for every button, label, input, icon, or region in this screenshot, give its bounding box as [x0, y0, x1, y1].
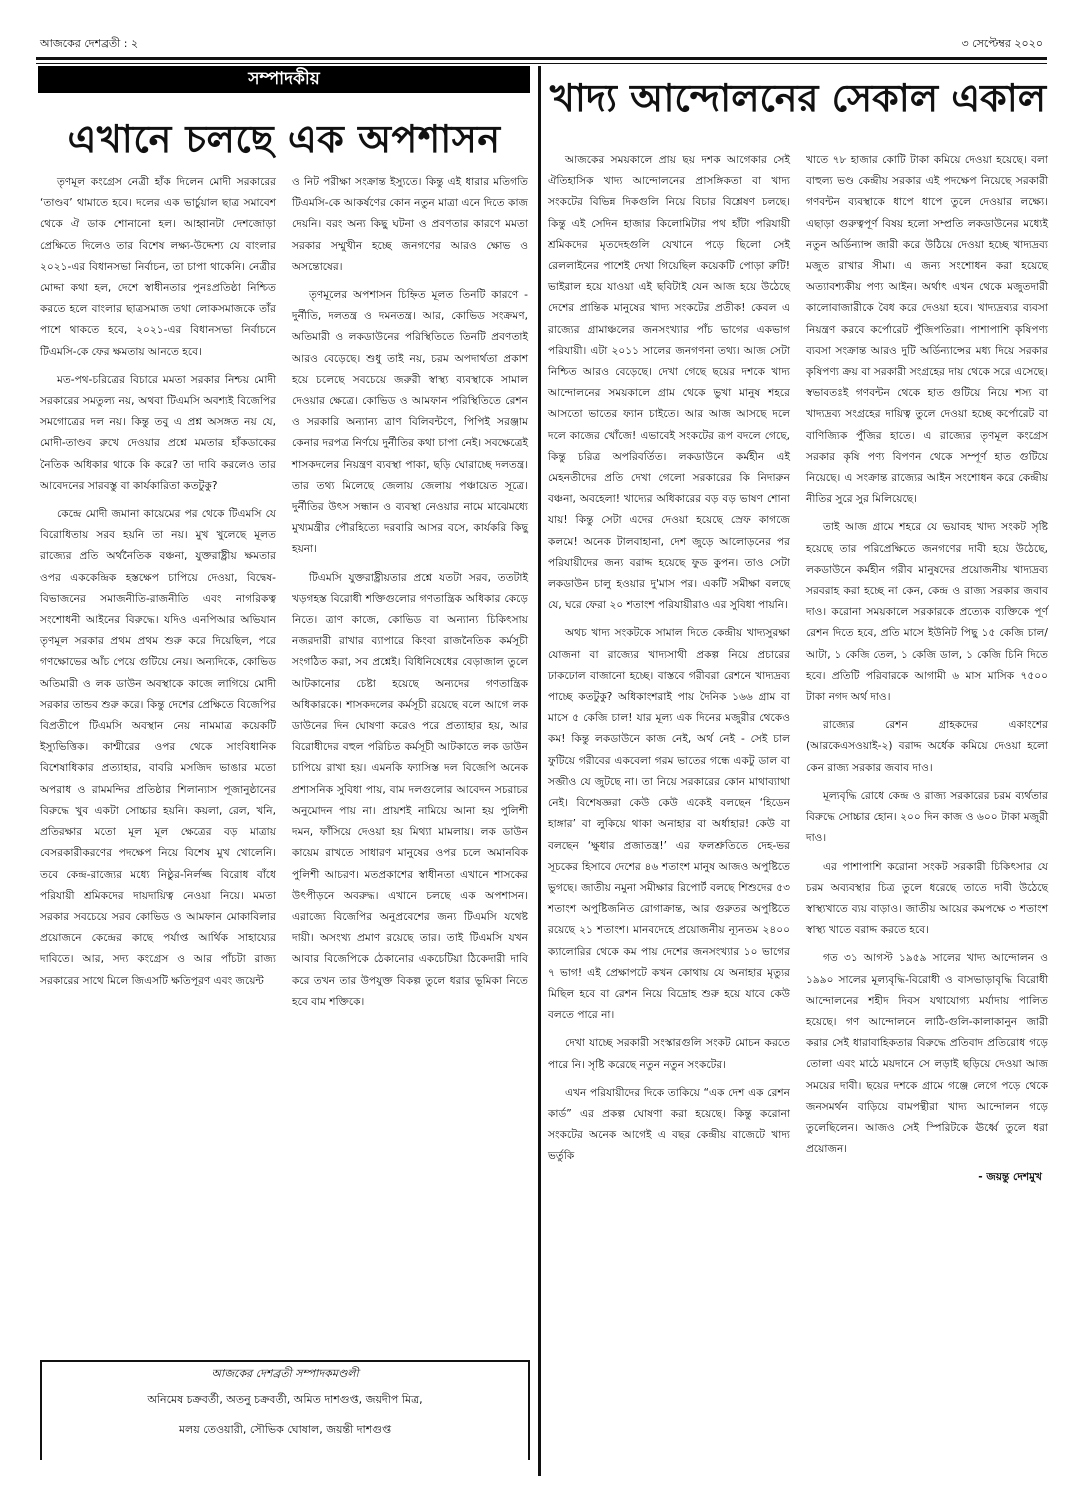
running-head — [40, 36, 1043, 52]
paragraph: দেখা যাচ্ছে সরকারী সংস্কারগুলি সংকট মোচন করতে পারে নি। সৃষ্টি করেছে নতুন নতুন সংকটের। — [548, 1037, 790, 1071]
paragraph: গত ৩১ আগস্ট ১৯৫৯ সালের খাদ্য আন্দোলন ও ১৯৯০ সালের মূল্যবৃদ্ধি-বিরোধী ও বাসভাড়াবৃদ্ধি বিরোধী আন্দোলনের শহীদ দিবস যথাযোগ্য মর্যাদায় পালিত হয়েছে। গণ আন্দোলনে লাঠি-গুলি-কালাকানুন জারী করার সেই ধারাবাহিকতার বিরুদ্ধে প্রতিবাদ প্রতিরোধ গড়ে তোলা এবং মাঠে ময়দানে সে লড়াই ছড়িয়ে দেওয়া আজ সময়ের দাবী। ছয়ের দশকে গ্রামে গঞ্জে লেগে পড়ে থেকে জনসমর্থন বাড়িয়ে বামপন্থীরা খাদ্য আন্দোলন গড়ে তুলেছিলেন। আজও সেই স্পিরিটকে ঊর্ধ্বে তুলে ধরা প্রয়োজন। — [806, 952, 1048, 1156]
paragraph: খাতে ৭৮ হাজার কোটি টাকা কমিয়ে দেওয়া হয়েছে। বলা বাহুল্য ভণ্ড কেন্দ্রীয় সরকার এই পদক্ষেপ নিয়েছে সরকারী গণবন্টন ব্যবস্থাকে ধাপে ধাপে তুলে দেওয়ার লক্ষ্যে। এছাড়া গুরুত্বপূর্ণ বিষয় হলো সম্প্রতি লকডাউনের মধ্যেই নতুন অর্ডিন্যান্স জারী করে উঠিয়ে দেওয়া হচ্ছে খাদ্যদ্রব্য মজুত রাখার সীমা। এ জন্য সংশোধন করা হয়েছে অত্যাবশ্যকীয় পণ্য আইন। অর্থাৎ এখন থেকে মজুতদারী কালোবাজারীকে বৈধ করে দেওয়া হবে। খাদ্যদ্রব্যর ব্যবসা নিয়ন্ত্রণ করবে কর্পোরেট পুঁজিপতিরা। পাশাপাশি কৃষিপণ্য ব্যবসা সংক্রান্ত আরও দুটি অর্ডিন্যান্সের মধ্য দিয়ে সরকার কৃষিপণ্য ক্রয় বা সরকারী সংগ্রহের দায় থেকে সরে এসেছে। স্বভাবতঃই গণবন্টন থেকে হাত গুটিয়ে নিয়ে শস্য বা খাদ্যদ্রব্য সংগ্রহের দায়িত্ব তুলে দেওয়া হচ্ছে কর্পোরেট বা বাণিজ্যিক পুঁজির হাতে। এ রাজ্যের তৃণমূল কংগ্রেস সরকার কৃষি পণ্য বিপণন থেকে সম্পূর্ণ হাত গুটিয়ে নিয়েছে। এ সংক্রান্ত রাজ্যের আইন সংশোধন করে কেন্দ্রীয় নীতির সুরে সুর মিলিয়েছে। — [806, 154, 1048, 506]
paragraph: রাজ্যের রেশন গ্রাহকদের একাংশের (আরকেএসওয়াই-২) বরাদ্দ অর্ধেক কমিয়ে দেওয়া হলো কেন রাজ্য সরকার জবাব দাও। — [806, 719, 1048, 774]
section-divider — [538, 66, 541, 1476]
paragraph: তৃণমূলের অপশাসন চিহ্নিত মূলত তিনটি কারণে - দুর্নীতি, দলতন্ত্র ও দমনতন্ত্র। আর, কোভিড সংক্রমণ, অতিমারী ও লকডাউনের পরিস্থিতিতে তিনটি প্রবণতাই আরও বেড়েছে। শুধু তাই নয়, চরম অপদার্থতা প্রকাশ হয়ে চলেছে সবচেয়ে জরুরী স্বাস্থ্য ব্যবস্থাকে সামাল দেওয়ার ক্ষেত্রে। কোভিড ও আমফান পরিস্থিতিতে রেশন ও সরকারি অন্যান্য ত্রাণ বিলিবন্টণে, পিপিই সরঞ্জাম কেনার দরপত্র নির্ণয়ে দুর্নীতির কথা চাপা নেই। সবক্ষেত্রেই শাসকদলের নিয়ন্ত্রণ ব্যবস্থা পাকা, ছড়ি ঘোরাচ্ছে দলতন্ত্র। তার তথ্য মিলেছে জেলায় জেলায় পঞ্চায়েত সূত্রে। দুর্নীতির উৎস সন্ধান ও ব্যবস্থা নেওয়ার নামে মাঝেমধ্যে মুখ্যমন্ত্রীর পৌরহিত্যে দরবারি আসর বসে, কার্যকরি কিছু হয়না। — [292, 289, 528, 556]
article-column-1 — [548, 150, 790, 1189]
paragraph: কেন্দ্রে মোদী জমানা কায়েমের পর থেকে টিএমসি যে বিরোধিতায় সরব হয়নি তা নয়। মুখ খুলেছে মূলত রাজ্যের প্রতি অর্থনৈতিক বঞ্চনা, যুক্তরাষ্ট্রীয় ক্ষমতার ওপর এককেন্দ্রিক হস্তক্ষেপ চাপিয়ে দেওয়া, বিদ্বেষ-বিভাজনের সমাজনীতি-রাজনীতি এবং নাগরিকত্ব সংশোধনী আইনের বিরুদ্ধে। যদিও এনপিআর অভিযান তৃণমূল সরকার প্রথম প্রথম শুরু করে দিয়েছিল, পরে গণক্ষোভের আঁচ পেয়ে গুটিয়ে নেয়। অন্যদিকে, কোভিড অতিমারী ও লক ডাউন অবস্থাকে কাজে লাগিয়ে মোদী সরকার তান্ডব শুরু করে। কিন্তু দেশের প্রেক্ষিতে বিজেপির বিপ্রতীপে টিএমসি অবস্থান নেয় নামমাত্র কয়েকটি ইস্যুভিত্তিক। কাশ্মীরের ওপর থেকে সাংবিধানিক বিশেষাধিকার প্রত্যাহার, বাবরি মসজিদ ভাঙার মতো অপরাধ ও রামমন্দির প্রতিষ্ঠার শিলান্যাস পূজানুষ্ঠানের বিরুদ্ধে খুব একটা সোচ্চার হয়নি। কয়লা, রেল, খনি, প্রতিরক্ষার মতো মূল মূল ক্ষেত্রের বড় মাত্রায় বেসরকারীকরণের পদক্ষেপ নিয়ে বিশেষ মুখ খোলেনি। তবে কেন্দ্র-রাজ্যের মধ্যে নিষ্ঠুর-নির্লজ্জ বিরোধ বাঁধে পরিযায়ী শ্রমিকদের দায়দায়িত্ব নেওয়া নিয়ে। মমতা সরকার সবচেয়ে সরব কোভিড ও আমফান মোকাবিলার প্রয়োজনে কেন্দ্রের কাছে পর্যাপ্ত আর্থিক সাহায্যের দাবিতে। আর, সদ্য কংগ্রেস ও আর পাঁচটা রাজ্য সরকারের সাথে মিলে জিএসটি ক্ষতিপূরণ এবং জয়েন্ট — [40, 508, 276, 987]
editorial-board-title: আজকের দেশব্রতী সম্পাদকমণ্ডলী — [211, 1367, 359, 1380]
publication-page-label: আজকের দেশব্রতী : ২ — [40, 36, 139, 50]
editorial-headline: এখানে চলছে এক অপশাসন — [67, 117, 501, 161]
paragraph: আজকের সময়কালে প্রায় ছয় দশক আগেকার সেই ঐতিহাসিক খাদ্য আন্দোলনের প্রাসঙ্গিকতা বা খাদ্য সংকটের বিভিন্ন দিকগুলি নিয়ে বিচার বিশ্লেষণ চলছে। কিন্তু এই সেদিন হাজার কিলোমিটার পথ হাঁটা পরিযায়ী শ্রমিকদের মৃতদেহগুলি যেখানে পড়ে ছিলো সেই রেললাইনের পাশেই দেখা গিয়েছিল কয়েকটি পোড়া রুটি! ভাইরাল হয়ে যাওয়া এই ছবিটাই যেন আজ হয়ে উঠেছে দেশের প্রান্তিক মানুষের খাদ্য সংকটের প্রতীক! কেবল এ রাজ্যের গ্রামাঞ্চলের জনসংখ্যার পাঁচ ভাগের একভাগ পরিযায়ী। এটা ২০১১ সালের জনগণনা তথ্য। আজ সেটা নিশ্চিত আরও বেড়েছে। দেখা গেছে ছয়ের দশকে খাদ্য আন্দোলনের সময়কালে গ্রাম থেকে ভুখা মানুষ শহরে আসতো ভাতের ফ্যান চাইতে। আর আজ আসছে দলে দলে কাজের খোঁজে! এভাবেই সংকটের রূপ বদলে গেছে, কিন্তু চরিত্র অপরিবর্তিত। লকডাউনে কর্মহীন এই মেহনতীদের প্রতি দেখা গেলো সরকারের কি নিদারুন বঞ্চনা, অবহেলা! খাদ্যের অধিকারের বড় বড় ভাষণ শোনা যায়! কিন্তু সেটা এদের দেওয়া হয়েছে স্রেফ কাগজে কলমে! অনেক টালবাহানা, দেশ জুড়ে আলোড়নের পর পরিযায়ীদের জন্য বরাদ্দ হয়েছে ফুড কুপন। তাও সেটা লকডাউন চালু হওয়ার দু'মাস পর। একটি সমীক্ষা বলছে যে, ঘরে ফেরা ২০ শতাংশ পরিযায়ীরাও এর সুবিধা পায়নি। — [548, 154, 790, 612]
paragraph: টিএমসি যুক্তরাষ্ট্রীয়তার প্রশ্নে যতটা সরব, ততটাই খড়গহস্ত বিরোধী শক্তিগুলোর গণতান্ত্রিক অধিকার কেড়ে নিতে। ত্রাণ কাজে, কোভিড বা অন্যান্য চিকিৎসায় নজরদারী রাখার ব্যাপারে কিংবা রাজনৈতিক কর্মসূচী সংগঠিত করা, সব প্রশ্নেই। বিধিনিষেধের বেড়াজাল তুলে আটকানোর চেষ্টা হয়েছে অন্যদের গণতান্ত্রিক অধিকারকে। শাসকদলের কর্মসূচী রয়েছে বলে আগে লক ডাউনের দিন ঘোষণা করেও পরে প্রত্যাহার হয়, আর বিরোধীদের বহুল পরিচিত কর্মসূচী আটকাতে লক ডাউন চাপিয়ে রাখা হয়। এমনকি ফ্যাসিস্ত দল বিজেপি অনেক প্রশাসনিক সুবিধা পায়, বাম দলগুলোর আবেদন সচরাচর অনুমোদন পায় না। প্রায়শই নামিয়ে আনা হয় পুলিশী দমন, ফাঁসিয়ে দেওয়া হয় মিথ্যা মামলায়। লক ডাউন কায়েম রাখতে সাধারণ মানুষের ওপর চলে অমানবিক পুলিশী আচরণ। মতপ্রকাশের স্বাধীনতা এখানে শাসকের উৎপীড়নে অবরুদ্ধ। এখানে চলছে এক অপশাসন। এরাজ্যে বিজেপির অনুপ্রবেশের জন্য টিএমসি যথেষ্ট দায়ী। অসংখ্য প্রমাণ রয়েছে তার। তাই টিএমসি যখন আবার বিজেপিকে ঠেকানোর একচেটিয়া ঠিকেদারী দাবি করে তখন তার উপযুক্ত বিকল্প তুলে ধরার ভূমিকা নিতে হবে বাম শক্তিকে। — [292, 571, 528, 1008]
editorial-kicker: সম্পাদকীয় — [38, 66, 530, 93]
editorial-column-2 — [292, 172, 528, 1020]
editorial-board-names-2: মলয় তেওয়ারী, সৌভিক ঘোষাল, জয়ন্তী দাশগুপ্ত — [178, 1423, 392, 1436]
article-header — [548, 66, 1048, 126]
paragraph: তৃণমূল কংগ্রেস নেত্রী হাঁক দিলেন মোদী সরকারের ‘তাণ্ডব’ থামাতে হবে। দলের এক ভার্চুয়াল ছাত্র সমাবেশ থেকে ঐ ডাক শোনানো হল। আহ্বানটা দেশজোড়া প্রেক্ষিতে দিলেও তার বিশেষ লক্ষ্য-উদ্দেশ্য যে বাংলার ২০২১-এর বিধানসভা নির্বাচন, তা চাপা থাকেনি। নেত্রীর মোদ্দা কথা হল, দেশে স্বাধীনতার পুনঃপ্রতিষ্ঠা নিশ্চিত করতে হলে বাংলার ছাত্রসমাজ তথা লোকসমাজকে তাঁর পাশে থাকতে হবে, ২০২১-এর বিধানসভা নির্বাচনে টিএমসি-কে ফের ক্ষমতায় আনতে হবে। — [40, 176, 276, 358]
paragraph: এখন পরিযায়ীদের দিকে তাকিয়ে “এক দেশ এক রেশন কার্ড” এর প্রকল্প ঘোষণা করা হয়েছে। কিন্তু করোনা সংকটের অনেক আগেই এ বছর কেন্দ্রীয় বাজেটে খাদ্য ভর্তুকি — [548, 1086, 790, 1163]
issue-date: ৩ সেপ্টেম্বর ২০২০ — [961, 36, 1043, 50]
article-column-2 — [806, 150, 1048, 1189]
top-double-rule — [36, 57, 1047, 64]
editorial-header — [38, 66, 530, 165]
article-byline: - জয়ন্তু দেশমুখ — [978, 1171, 1042, 1184]
paragraph: মত-পথ-চরিত্রের বিচারে মমতা সরকার নিশ্চয় মোদী সরকারের সমতুল্য নয়, অথবা টিএমসি অবশ্যই বিজেপির সমগোত্রের দল নয়। কিন্তু তবু এ প্রশ্ন অসঙ্গত নয় যে, মোদী-তাণ্ডব রুখে দেওয়ার প্রশ্নে মমতার হাঁকডাকের নৈতিক অধিকার থাকে কি করে? তা দাবি করলেও তার আবেদনের সারবস্তু বা কার্যকারিতা কতটুকু? — [40, 373, 276, 492]
article-body — [548, 150, 1048, 1189]
paragraph: ও নিট পরীক্ষা সংক্রান্ত ইস্যুতে। কিন্তু এই ধারার মতিগতি টিএমসি-কে আকর্ষণের কোন নতুন মাত্রা এনে দিতে কাজ দেয়নি। বরং অন্য কিছু ঘটনা ও প্রবণতার কারণে মমতা সরকার সম্মুখীন হচ্ছে জনগণের আরও ক্ষোভ ও অসন্তোষের। — [292, 176, 528, 273]
editorial-column-1 — [40, 172, 276, 1020]
editorial-board-box — [40, 1360, 530, 1460]
paragraph: মূল্যবৃদ্ধি রোধে কেন্দ্র ও রাজ্য সরকারের চরম ব্যর্থতার বিরুদ্ধে সোচ্চার হোন। ২০০ দিন কাজ ও ৬০০ টাকা মজুরী দাও। — [806, 789, 1048, 845]
paragraph: এর পাশাপাশি করোনা সংকট সরকারী চিকিৎসার যে চরম অব্যবস্থার চিত্র তুলে ধরেছে তাতে দাবী উঠেছে স্বাস্থ্যখাতে ব্যয় বাড়াও। জাতীয় আয়ের কমপক্ষে ৩ শতাংশ স্বাস্থ্য খাতে বরাদ্দ করতে হবে। — [806, 860, 1048, 937]
editorial-body — [40, 172, 528, 1020]
paragraph: তাই আজ গ্রামে শহরে যে ভয়াবহ খাদ্য সংকট সৃষ্টি হয়েছে তার পরিপ্রেক্ষিতে জনগণের দাবী হয়ে উঠেছে, লকডাউনে কর্মহীন গরীব মানুষদের প্রয়োজনীয় খাদ্যদ্রব্য সরবরাহ করা হচ্ছে না কেন, কেন্দ্র ও রাজ্য সরকার জবাব দাও। করোনা সময়কালে সরকারকে প্রত্যেক ব্যক্তিকে পূর্ণ রেশন দিতে হবে, প্রতি মাসে ইউনিট পিছু ১৫ কেজি চাল/আটা, ১ কেজি তেল, ১ কেজি ডাল, ১ কেজি চিনি দিতে হবে। প্রতিটি পরিবারকে আগামী ৬ মাস মাসিক ৭৫০০ টাকা নগদ অর্থ দাও। — [806, 521, 1048, 704]
paragraph: অথচ খাদ্য সংকটকে সামাল দিতে কেন্দ্রীয় খাদ্যসুরক্ষা যোজনা বা রাজ্যের খাদ্যসাথী প্রকল্প নিয়ে প্রচারের ঢাকঢোল বাজানো হচ্ছে। বাস্তবে গরীবরা রেশনে খাদ্যদ্রব্য পাচ্ছে কতটুকু? অধিকাংশরাই পায় দৈনিক ১৬৬ গ্রাম বা মাসে ৫ কেজি চাল! যার মূল্য এক দিনের মজুরীর থেকেও কম! কিন্তু লকডাউনে কাজ নেই, অর্থ নেই - সেই চাল ফুটিয়ে গরীবের একবেলা গরম ভাতের গন্ধে একটু ডাল বা সব্জীও যে জুটছে না। তা নিয়ে সরকারের কোন মাথাব্যাথা নেই। বিশেষজ্ঞরা কেউ কেউ একেই বলছেন ‘হিডেন হাঙ্গার’ বা লুকিয়ে থাকা অনাহার বা অর্ধাহার! কেউ বা বলছেন ‘ক্ষুধার প্রজাতন্ত্র!’ এর ফলশ্রুতিতে দেহ-ভর সূচকের হিসাবে দেশের ৪৬ শতাংশ মানুষ আজও অপুষ্টিতে ভুগছে। জাতীয় নমুনা সমীক্ষার রিপোর্ট বলছে শিশুদের ৫৩ শতাংশ অপুষ্টিজনিত রোগাক্রান্ত, আর গুরুতর অপুষ্টিতে রয়েছে ২১ শতাংশ। মানবদেহে প্রয়োজনীয় ন্যূনতম ২৪০০ ক্যালোরির থেকে কম পায় দেশের জনসংখ্যার ১০ ভাগের ৭ ভাগ! এই প্রেক্ষাপটে কখন কোথায় যে অনাহার মৃত্যুর মিছিল হবে বা রেশন নিয়ে বিদ্রোহ শুরু হয়ে যাবে কেউ বলতে পারে না। — [548, 627, 790, 1022]
article-headline: খাদ্য আন্দোলনের সেকাল একাল — [549, 76, 1047, 120]
editorial-board-names-1: অনিমেষ চক্রবর্তী, অতনু চক্রবর্তী, অমিত দাশগুপ্ত, জয়দীপ মিত্র, — [147, 1393, 423, 1406]
